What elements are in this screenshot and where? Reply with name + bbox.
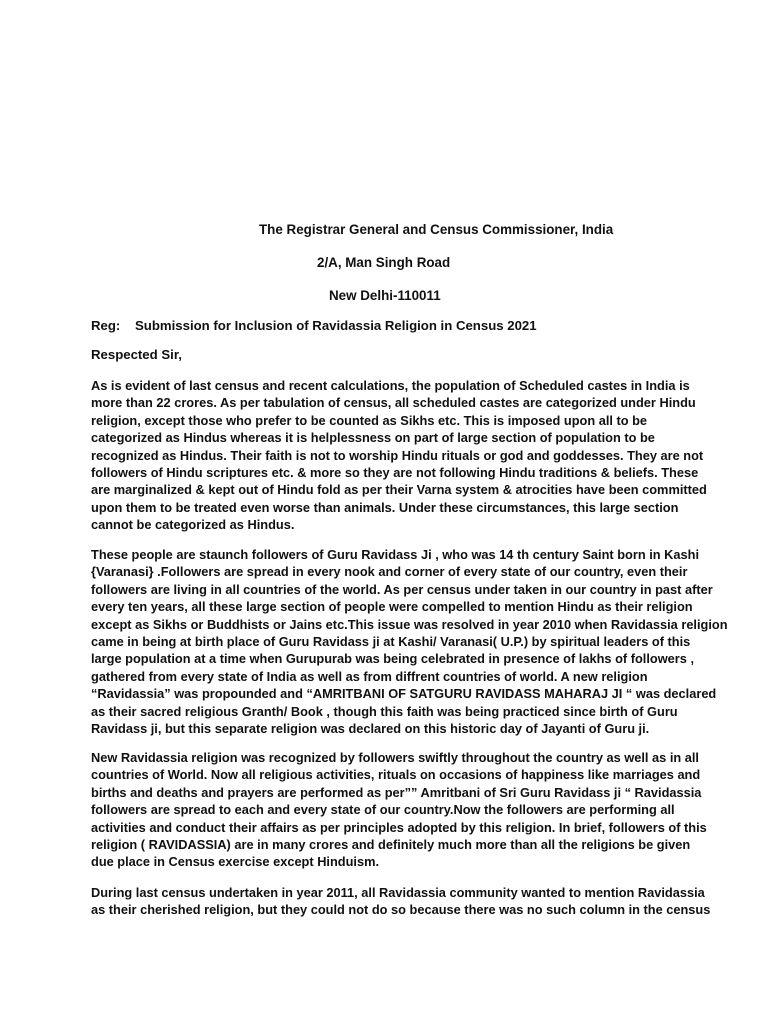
paragraph-line: followers of Hindu scriptures etc. & more so they are not following Hindu traditions & beliefs. These bbox=[91, 465, 699, 481]
paragraph-line: as their cherished religion, but they could not do so because there was no such column in the census bbox=[91, 902, 711, 918]
paragraph-line: religion, except those who prefer to be counted as Sikhs etc. This is imposed upon all to be bbox=[91, 412, 648, 428]
paragraph-line: As is evident of last census and recent calculations, the population of Scheduled castes in India is bbox=[91, 378, 690, 393]
paragraph-line: religion ( RAVIDASSIA) are in many crores and definitely much more than all the religions be given bbox=[91, 837, 691, 853]
address-street: 2/A, Man Singh Road bbox=[317, 255, 451, 270]
paragraph-line: large population at a time when Gurupurab was being celebrated in presence of lakhs of followers , bbox=[91, 651, 694, 667]
paragraph-line: except as Sikhs or Buddhists or Jains etc.This issue was resolved in year 2010 when Ravidassia religion bbox=[91, 616, 728, 632]
paragraph-line: countries of World. Now all religious activities, rituals on occasions of happiness like marriages and bbox=[91, 767, 701, 783]
paragraph-3 bbox=[91, 749, 707, 871]
paragraph-line: every ten years, all these large section of people were compelled to mention Hindu as their religion bbox=[91, 599, 693, 615]
paragraph-line: came in being at birth place of Guru Ravidass ji at Kashi/ Varanasi( U.P.) by spiritual leaders of this bbox=[91, 634, 691, 650]
paragraph-line: Ravidass ji, but this separate religion was declared on this historic day of Jayanti of Guru ji. bbox=[91, 721, 650, 737]
paragraph-line: {Varanasi} .Followers are spread in every nook and corner of every state of our country, even their bbox=[91, 564, 688, 580]
paragraph-line: recognized as Hindus. Their faith is not to worship Hindu rituals or god and goddesses. They are not bbox=[91, 447, 704, 463]
paragraph-line: gathered from every state of India as well as from diffrent countries of world. A new religion bbox=[91, 668, 648, 684]
paragraph-line: “Ravidassia” was propounded and “AMRITBANI OF SATGURU RAVIDASS MAHARAJ JI “ was declared bbox=[91, 686, 717, 702]
subject-line bbox=[91, 318, 537, 333]
paragraph-2 bbox=[91, 546, 728, 737]
paragraph-line: births and deaths and prayers are performed as per”” Amritbani of Sri Guru Ravidass ji “ Ravidassia bbox=[91, 784, 702, 800]
paragraph-line: followers are spread to each and every state of our country.Now the followers are performing all bbox=[91, 802, 675, 818]
paragraph-line: due place in Census exercise except Hinduism. bbox=[91, 854, 380, 870]
paragraph-line: These people are staunch followers of Guru Ravidass Ji , who was 14 th century Saint born in Kashi bbox=[91, 547, 699, 562]
paragraph-line: are marginalized & kept out of Hindu fold as per their Varna system & atrocities have been committed bbox=[91, 482, 707, 498]
addressee-line: The Registrar General and Census Commissioner, India bbox=[259, 222, 614, 237]
paragraph-line: New Ravidassia religion was recognized by followers swiftly throughout the country as well as in all bbox=[91, 750, 699, 765]
paragraph-line: upon them to be treated even worse than animals. Under these circumstances, this large section bbox=[91, 499, 679, 515]
paragraph-line: as their sacred religious Granth/ Book , though this faith was being practiced since birth of Guru bbox=[91, 703, 678, 719]
paragraph-line: activities and conduct their affairs as per principles adopted by this religion. In brief, followers of this bbox=[91, 819, 707, 835]
address-city: New Delhi-110011 bbox=[329, 288, 441, 303]
paragraph-1 bbox=[91, 377, 707, 534]
paragraph-line: followers are living in all countries of the world. As per census under taken in our country in past after bbox=[91, 581, 713, 597]
subject-text: Submission for Inclusion of Ravidassia Religion in Census 2021 bbox=[135, 318, 537, 333]
paragraph-line: During last census undertaken in year 2011, all Ravidassia community wanted to mention Ravidassia bbox=[91, 885, 705, 900]
paragraph-4 bbox=[91, 884, 711, 919]
paragraph-line: categorized as Hindus whereas it is helplessness on part of large section of population to be bbox=[91, 430, 655, 446]
paragraph-line: more than 22 crores. As per tabulation of census, all scheduled castes are categorized under Hindu bbox=[91, 395, 696, 411]
paragraph-line: cannot be categorized as Hindus. bbox=[91, 517, 295, 533]
salutation: Respected Sir, bbox=[91, 347, 182, 362]
subject-label: Reg: bbox=[91, 318, 121, 333]
